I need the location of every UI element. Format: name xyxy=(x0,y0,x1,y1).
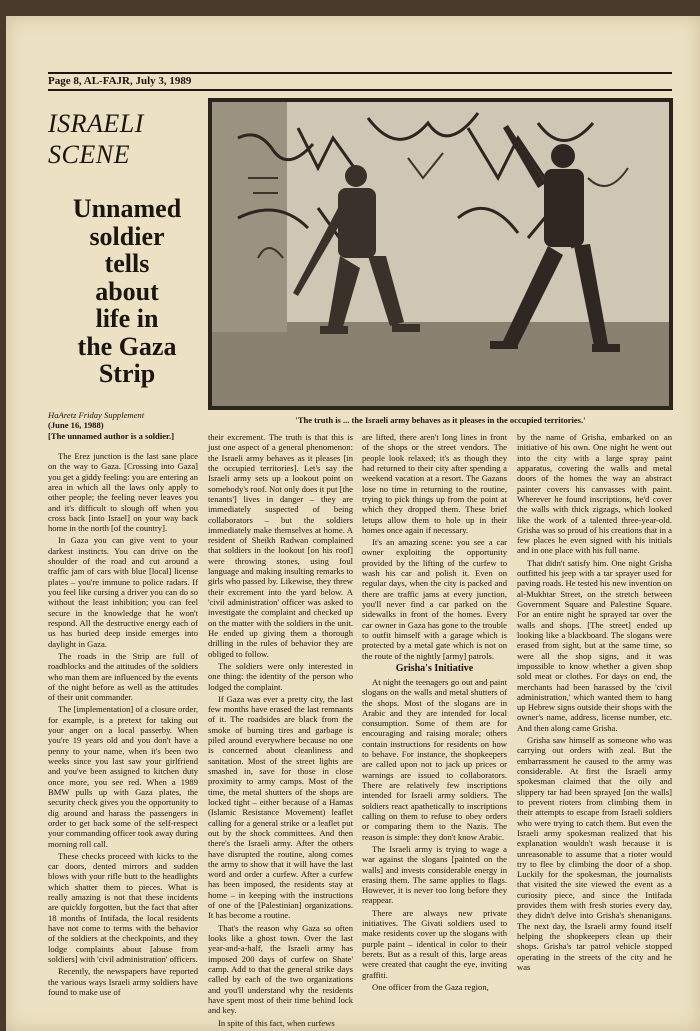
source-date: (June 16, 1988) xyxy=(48,420,104,431)
article-column-1 xyxy=(48,410,198,999)
headline-line: Unnamed xyxy=(72,194,182,223)
paragraph: are lifted, there aren't long lines in front of the shops or the street vendors. The people look relaxed; it's as though they had returned to their city after spending a weekend vacation at a resort. The Gazans lose no time in returning to the routine, trying to pick things up from the point at which they dropped them. These brief letups allow them to hole up in their homes once again if necessary. xyxy=(362,432,507,535)
header-bottom-rule xyxy=(48,89,672,91)
paragraph: It's an amazing scene: you see a car owner exploiting the opportunity provided by the lifting of the curfew to wash his car and polish it. Even on regular days, when the city is packed and there are traffic jams at every junction, you'll never find a car parked on the sidewalks in front of the homes. Every car owner in Gaza has gone to the trouble to outfit himself with a garage which is protected by a metal gate which is not on the route of the nightly [army] patrols. xyxy=(362,537,507,661)
subheading: Grisha's Initiative xyxy=(395,662,474,674)
article-column-3 xyxy=(362,432,507,994)
paragraph: The soldiers were only interested in one thing: the identity of the person who lodged the complaint. xyxy=(208,660,353,692)
paragraph: by the name of Grisha, embarked on an initiative of his own. One night he went out into the city with a large spray paint apparatus, covering the walls and metal doors of the homes the way an abstract painter covers his canvasses with paint. Wherever he found inscriptions, he'd cover the walls with thick zigzags, which looked like the work of a talented three-year-old. Grisha was so proud of his creations that in a few places he even signed with his initials and in one place with his full name. xyxy=(517,432,672,556)
section-kicker xyxy=(48,108,198,170)
article-column-2 xyxy=(208,432,353,1030)
paragraph: The Erez junction is the last sane place on the way to Gaza. [Crossing into Gaza] you get a giddy feeling: you are entering an area in which all the laws only apply to other people; the feeling never leaves you and it's difficult to slough off when you cross back [into Israel] on your way back home in the north [of the country]. xyxy=(48,450,198,534)
paragraph: There are always new private initiatives. The Givati soldiers used to make residents cover up the slogans with purple paint – identical in color to their berets. But as a result of this, large areas were created that caught the eye, inviting graffiti. xyxy=(362,907,507,980)
paragraph: These checks proceed with kicks to the car doors, dented mirrors and sudden blows with your rifle butt to the headlights which shatter them to pieces. What is really amazing is not that these incidents are quickly forgotten, but the fact that after 18 months of Intifada, the local residents have not come to terms with the behavior of the soldiers at the checkpoints, and they lodge complaints about [abuse from soldiers] with 'civil administration' officers. xyxy=(48,850,198,964)
paragraph: The [implementation] of a closure order, for example, is a pretext for taking out your anger on a local passerby. When you're 19 years old and you don't have a penny to your name, when it's been two weeks since you last saw your girlfriend and you've been assigned to kitchen duty once more, you see red. When a 1989 BMW pulls up with Gaza plates, the security check gives you the opportunity to dig around and harass the passengers in order to get back some of the self-respect your commanding officer took away during morning roll call. xyxy=(48,704,198,849)
headline-line: tells xyxy=(104,249,150,279)
paragraph: At night the teenagers go out and paint slogans on the walls and metal shutters of the shops. Most of the slogans are in Arabic and they are intended for local consumption. Some of them are for encouraging and raising morale; others contain instructions for residents on how to behave. For instance, the shopkeepers are called upon not to jack up prices or warnings are issued to collaborators. There are relatively few inscriptions intended for Israeli army soldiers. The soldiers react apathetically to inscriptions calling on them to refuse to obey orders or comparing them to the Nazis. The reason is simple: they don't know Arabic. xyxy=(362,676,507,842)
paragraph: That's the reason why Gaza so often looks like a ghost town. Over the last year-and-a-half, the Israeli army has imposed 200 days of curfew on Shate' camp. Add to that the general strike days called by each of the two organizations and you'll understand why the residents have spent most of their time behind lock and key. xyxy=(208,922,353,1016)
headline-line: soldier xyxy=(89,221,165,251)
page-folio: Page 8, AL-FAJR, July 3, 1989 xyxy=(48,75,192,87)
headline-line: the Gaza xyxy=(77,331,177,361)
header-top-rule xyxy=(48,72,672,74)
paragraph: If Gaza was ever a pretty city, the last few months have erased the last remnants of it. The roadsides are black from the smoke of burning tires and garbage is piled around everywhere because no one is concerned about cleanliness and sanitation. Most of the street lights are smashed in, save for those in close proximity to army camps. Most of the time, the metal shutters of the shops are locked tight – either because of a Hamas (Islamic Resistance Movement) leaflet calling for a general strike or a leaflet put out by the shock committees. And then there's the Israeli army. After the others have disrupted the routine, along comes the army to show that it will have the last word and order a curfew. After a curfew has been imposed, the residents stay at home – in keeping with the instructions of one of the [Palestinian] organizations. It has become a routine. xyxy=(208,693,353,921)
paragraph: One officer from the Gaza region, xyxy=(372,981,489,992)
paragraph: Grisha saw himself as someone who was carrying out orders with zeal. But the embarrassment he caused to the army was considerable. At first the Israeli army spokesman claimed that the oily and slippery tar had been sprayed [on the walls] to prevent rioters from climbing them in their attempts to escape from Israeli soldiers who were trying to catch them. But even the Israeli army spokesman realized that his explanation wouldn't wash because it is unreasonable to assume that a rioter would try to flee by climbing the door of a shop. Luckily for the spokesman, the journalists that visited the site viewed the event as a curiosity piece, and since the Intifada provides them with fresh stories every day, they didn't delve into Grisha's shenanigans. The next day, the Israeli army found itself helping the shopkeepers clean up their shops. Grisha's tar patrol vehicle stopped operating in the streets of the city and he was xyxy=(517,735,672,972)
paragraph: Recently, the newspapers have reported the various ways Israeli army soldiers have found to make use of xyxy=(48,966,198,997)
paragraph: The Israeli army is trying to wage a war against the slogans [painted on the walls] and invests considerable energy in erasing them. The same applies to flags. However, it is never too long before they reappear. xyxy=(362,843,507,906)
news-photo xyxy=(208,98,673,410)
kicker-line: ISRAELI xyxy=(48,109,144,138)
source-publication: HaAretz Friday Supplement xyxy=(48,410,145,420)
headline-line: life in xyxy=(95,304,159,334)
article-column-4 xyxy=(517,432,672,974)
headline-line: about xyxy=(95,276,159,306)
kicker-line: SCENE xyxy=(48,140,130,170)
article-headline xyxy=(52,195,202,388)
paragraph: The roads in the Strip are full of roadblocks and the attitudes of the soldiers who man them are influenced by the events of the night before as well as the attitudes of their unit commander. xyxy=(48,650,198,703)
page-header xyxy=(48,72,672,90)
headline-line: Strip xyxy=(98,359,156,389)
photo-caption: 'The truth is ... the Israeli army behaves as it pleases in the occupied territories.' xyxy=(295,415,586,425)
paragraph: That didn't satisfy him. One night Grisha outfitted his jeep with a tar sprayer used for paving roads. He tested his new invention on al-Mukhtar Street, on the stretch between Government Square and Palestine Square. For an entire night he sprayed tar over the walls and shops. [The street] ended up looking like a blackboard. The slogans were erased from sight, but at the same time, so were all the shop signs, and it was impossible to know whether a given shop sold meat or clothes. For days on end, the merchants had been harassed by the 'civil administration,' which wanted them to hang up Hebrew signs outside their shops with the owner's name, address, license number, etc. And then along came Grisha. xyxy=(517,557,672,733)
paragraph: In Gaza you can give vent to your darkest instincts. You can drive on the shoulder of the road and cut around a traffic jam of cars with blue [local] license plates – you're immune to police radars. If you feel like cursing a driver you can do so without the least inhibition; you can feel secure in the knowledge that he won't respond. All the destructive energy each of us has buried deep inside emerges into daylight in Gaza. xyxy=(48,535,198,649)
paragraph: In spite of this fact, when curfews xyxy=(218,1017,335,1028)
paragraph: their excrement. The truth is that this is just one aspect of a general phenomenon: the Israeli army behaves as it pleases [in the occupied territories]. Let's say the Israeli army sets up a lookout point on somebody's roof. Not only does it put [the tenants'] lives in danger – they are immediately suspected of being collaborators – but the soldiers immediately make themselves at home. A resident of Sheikh Radwan complained that soldiers in the lookout [on his roof] were throwing stones, using foul language and making insulting remarks to girls who passed by. Likewise, they threw their excrement into the yard below. A 'civil administration' officer was asked to investigate the complaint and checked up on the matter with the soldiers in the unit. He ended up giving them a thorough drilling in the rules of behavior they are obliged to follow. xyxy=(208,432,353,659)
source-note: [The unnamed author is a soldier.] xyxy=(48,430,175,441)
